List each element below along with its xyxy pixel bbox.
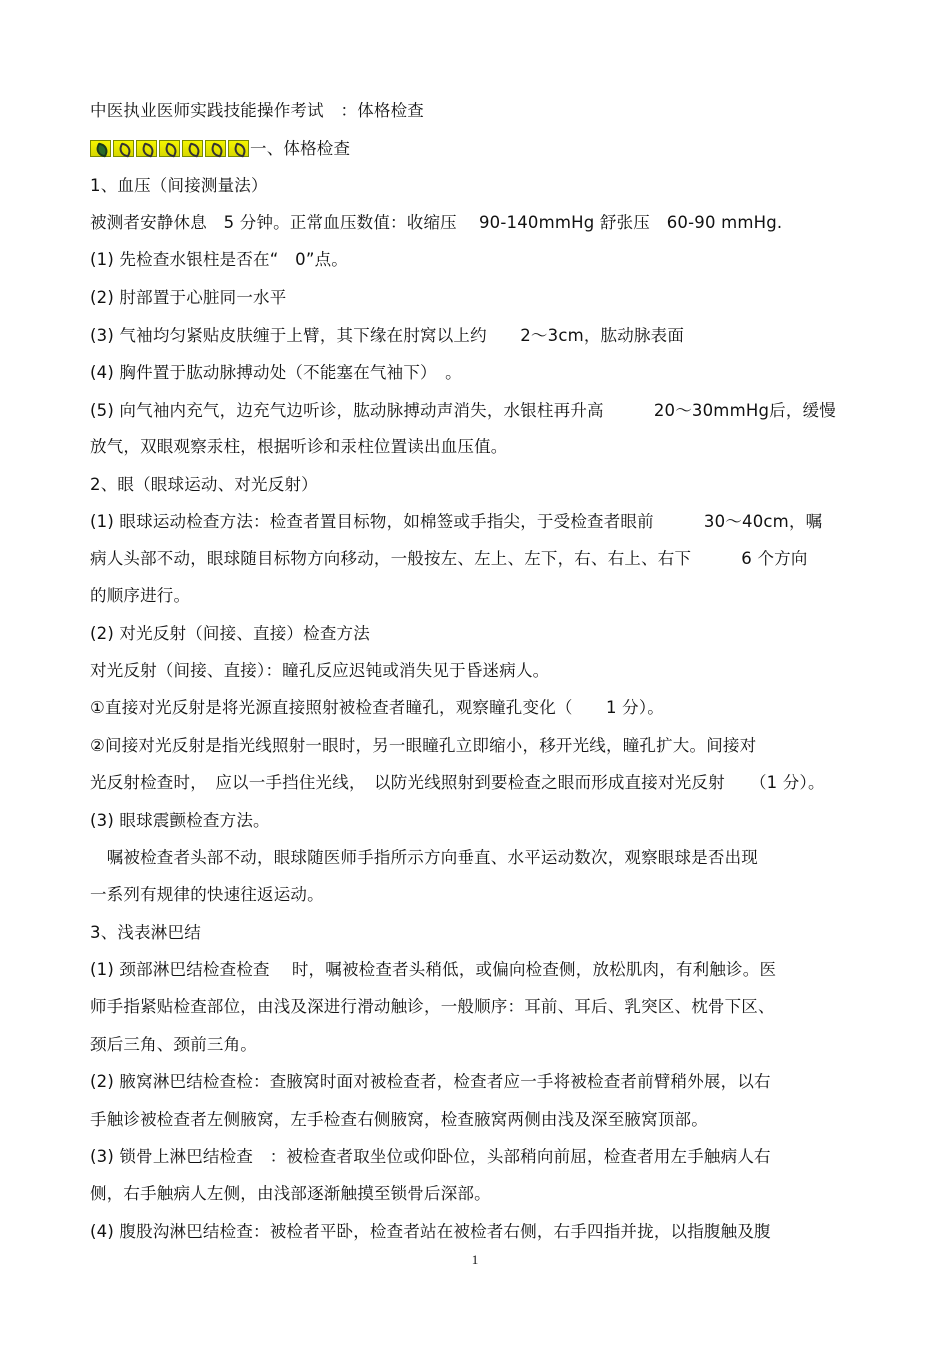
paragraph-line: 光反射检查时， 应以一手挡住光线， 以防光线照射到要检查之眼而形成直接对光反射 （1 分）。 [90,773,825,792]
paragraph-line: (3) 气袖均匀紧贴皮肤缠于上臂，其下缘在肘窝以上约 2～3cm，肱动脉表面 [90,326,685,345]
paragraph-line: (2) 肘部置于心脏同一水平 [90,288,287,307]
paragraph-line: (3) 锁骨上淋巴结检查 ：被检查者取坐位或仰卧位，头部稍向前屈，检查者用左手触病人右 [90,1147,771,1166]
paragraph-line: 侧，右手触病人左侧，由浅部逐渐触摸至锁骨后深部。 [90,1184,491,1203]
document-icon [90,140,111,157]
paragraph-line: (2) 对光反射（间接、直接）检查方法 [90,624,370,643]
paragraph-line: (1) 先检查水银柱是否在“ 0”点。 [90,250,349,269]
paragraph-line: ②间接对光反射是指光线照射一眼时，另一眼瞳孔立即缩小，移开光线，瞳孔扩大。间接对 [90,736,757,755]
paragraph-line: (4) 胸件置于肱动脉搏动处（不能塞在气袖下） 。 [90,363,462,382]
paragraph-line: 嘱被检查者头部不动，眼球随医师手指所示方向垂直、水平运动数次，观察眼球是否出现 [90,848,758,867]
section-heading-row [90,138,350,160]
paragraph-line: (3) 眼球震颤检查方法。 [90,811,270,830]
paragraph-line: (2) 腋窝淋巴结检查检：查腋窝时面对被检查者，检查者应一手将被检查者前臂稍外展，以右 [90,1072,771,1091]
clip-icon [159,140,180,157]
page-number: 1 [471,1252,479,1267]
document-title: 中医执业医师实践技能操作考试 ：体格检查 [90,101,424,120]
clip-icon [205,140,226,157]
paragraph-line: (5) 向气袖内充气，边充气边听诊，肱动脉搏动声消失，水银柱再升高 20～30mmHg后，缓慢 [90,401,836,420]
paragraph-line: 被测者安静休息 5 分钟。正常血压数值：收缩压 90-140mmHg 舒张压 60-90 mmHg. [90,213,783,232]
clip-icon [228,140,249,157]
clip-icon [113,140,134,157]
clip-icon [182,140,203,157]
paragraph-line: 的顺序进行。 [90,586,191,605]
paragraph-line: 放气，双眼观察汞柱，根据听诊和汞柱位置读出血压值。 [90,437,508,456]
paragraph-line: 师手指紧贴检查部位，由浅及深进行滑动触诊，一般顺序：耳前、耳后、乳突区、枕骨下区、 [90,997,775,1016]
paragraph-line: 1、血压（间接测量法） [90,176,268,195]
paragraph-line: 3、浅表淋巴结 [90,923,201,942]
paragraph-line: 手触诊被检查者左侧腋窝，左手检查右侧腋窝，检查腋窝两侧由浅及深至腋窝顶部。 [90,1110,708,1129]
paragraph-line: ①直接对光反射是将光源直接照射被检查者瞳孔，观察瞳孔变化（ 1 分）。 [90,698,664,717]
clip-icon [136,140,157,157]
section-heading: 一、体格检查 [250,139,351,158]
paragraph-line: (1) 颈部淋巴结检查检查 时，嘱被检查者头稍低，或偏向检查侧，放松肌肉，有利触诊。医 [90,960,777,979]
paragraph-line: 2、眼（眼球运动、对光反射） [90,475,318,494]
paragraph-line: 病人头部不动，眼球随目标物方向移动，一般按左、左上、左下，右、右上、右下 6 个方向 [90,549,808,568]
toolbar-icons [90,140,249,157]
paragraph-line: 一系列有规律的快速往返运动。 [90,885,324,904]
paragraph-line: 颈后三角、颈前三角。 [90,1035,257,1054]
paragraph-line: (4) 腹股沟淋巴结检查：被检者平卧，检查者站在被检者右侧，右手四指并拢，以指腹触及腹 [90,1222,771,1241]
paragraph-line: (1) 眼球运动检查方法：检查者置目标物，如棉签或手指尖，于受检查者眼前 30～40cm，嘱 [90,512,823,531]
paragraph-line: 对光反射（间接、直接）：瞳孔反应迟钝或消失见于昏迷病人。 [90,661,550,680]
